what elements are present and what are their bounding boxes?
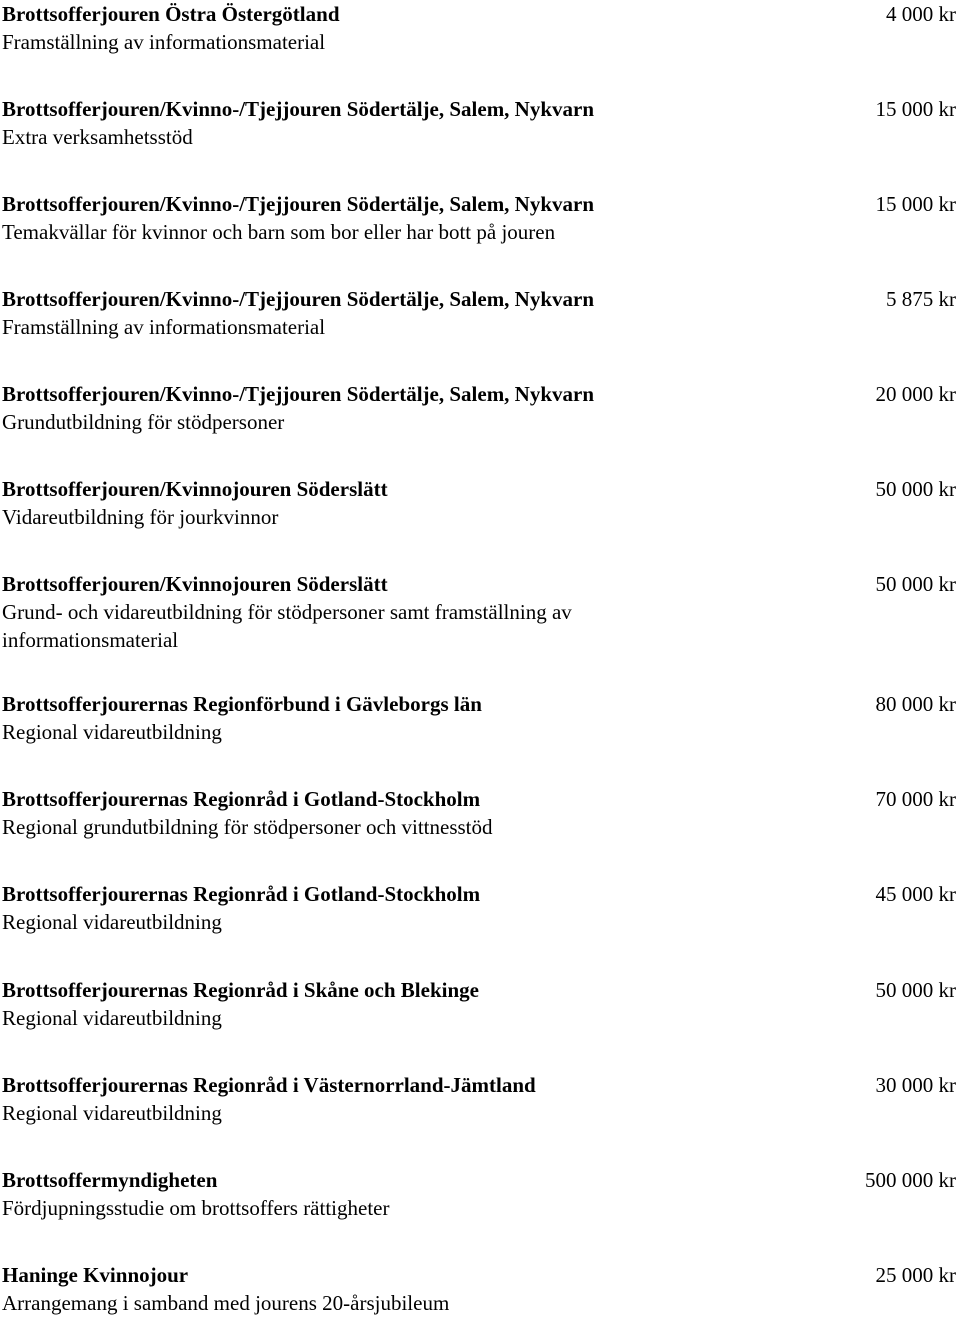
entry-text bbox=[2, 1261, 702, 1317]
entry-text bbox=[2, 570, 702, 654]
entry-text bbox=[2, 285, 702, 341]
entry-text bbox=[2, 880, 702, 936]
grant-entry bbox=[2, 190, 956, 246]
organization-name: Brottsofferjouren/Kvinno-/Tjejjouren Södertälje, Salem, Nykvarn bbox=[2, 192, 595, 216]
grant-purpose: Grund- och vidareutbildning för stödpersoner samt framställning av informationsmaterial bbox=[2, 600, 572, 652]
grant-entry bbox=[2, 976, 956, 1032]
organization-name: Brottsofferjouren/Kvinnojouren Söderslätt bbox=[2, 477, 388, 501]
entry-text bbox=[2, 475, 702, 531]
entry-text bbox=[2, 95, 702, 151]
organization-name: Brottsofferjouren/Kvinno-/Tjejjouren Södertälje, Salem, Nykvarn bbox=[2, 97, 595, 121]
grant-purpose: Extra verksamhetsstöd bbox=[2, 125, 193, 149]
organization-name: Brottsofferjourernas Regionförbund i Gävleborgs län bbox=[2, 692, 482, 716]
grant-entry bbox=[2, 0, 956, 56]
grant-amount: 50 000 kr bbox=[875, 477, 956, 501]
grant-amount: 50 000 kr bbox=[875, 572, 956, 596]
grant-amount: 70 000 kr bbox=[875, 787, 956, 811]
organization-name: Brottsofferjourernas Regionråd i Skåne och Blekinge bbox=[2, 978, 479, 1002]
grant-amount: 30 000 kr bbox=[875, 1073, 956, 1097]
grant-purpose: Framställning av informationsmaterial bbox=[2, 315, 326, 339]
grant-amount: 500 000 kr bbox=[865, 1168, 956, 1192]
grant-entry bbox=[2, 475, 956, 531]
grant-entry bbox=[2, 880, 956, 936]
grant-purpose: Temakvällar för kvinnor och barn som bor eller har bott på jouren bbox=[2, 220, 556, 244]
organization-name: Brottsoffermyndigheten bbox=[2, 1168, 218, 1192]
grant-purpose: Regional vidareutbildning bbox=[2, 720, 222, 744]
grant-entry bbox=[2, 95, 956, 151]
grant-entry bbox=[2, 285, 956, 341]
grant-amount: 25 000 kr bbox=[875, 1263, 956, 1287]
entry-text bbox=[2, 1071, 702, 1127]
grant-amount: 50 000 kr bbox=[875, 978, 956, 1002]
entry-text bbox=[2, 380, 702, 436]
organization-name: Brottsofferjouren/Kvinno-/Tjejjouren Södertälje, Salem, Nykvarn bbox=[2, 382, 595, 406]
entry-text bbox=[2, 1166, 702, 1222]
grant-amount: 15 000 kr bbox=[875, 192, 956, 216]
grant-purpose: Regional grundutbildning för stödpersoner och vittnesstöd bbox=[2, 815, 493, 839]
entry-text bbox=[2, 690, 702, 746]
grant-entry bbox=[2, 690, 956, 746]
grant-amount: 20 000 kr bbox=[875, 382, 956, 406]
entry-text bbox=[2, 190, 702, 246]
grant-purpose: Framställning av informationsmaterial bbox=[2, 30, 326, 54]
grant-entry bbox=[2, 1261, 956, 1317]
grant-purpose: Regional vidareutbildning bbox=[2, 1006, 222, 1030]
grant-amount: 4 000 kr bbox=[886, 2, 956, 26]
grant-purpose: Fördjupningsstudie om brottsoffers rättigheter bbox=[2, 1196, 390, 1220]
organization-name: Haninge Kvinnojour bbox=[2, 1263, 189, 1287]
grant-amount: 5 875 kr bbox=[886, 287, 956, 311]
entry-text bbox=[2, 785, 702, 841]
organization-name: Brottsofferjourernas Regionråd i Västernorrland-Jämtland bbox=[2, 1073, 536, 1097]
grant-purpose: Regional vidareutbildning bbox=[2, 1101, 222, 1125]
organization-name: Brottsofferjourernas Regionråd i Gotland-Stockholm bbox=[2, 882, 481, 906]
organization-name: Brottsofferjouren/Kvinnojouren Söderslätt bbox=[2, 572, 388, 596]
entry-text bbox=[2, 0, 702, 56]
organization-name: Brottsofferjouren Östra Östergötland bbox=[2, 2, 340, 26]
grant-amount: 15 000 kr bbox=[875, 97, 956, 121]
grant-entry bbox=[2, 785, 956, 841]
grant-entry bbox=[2, 1166, 956, 1222]
grant-purpose: Vidareutbildning för jourkvinnor bbox=[2, 505, 279, 529]
grant-entry bbox=[2, 380, 956, 436]
grant-entry bbox=[2, 570, 956, 654]
entry-text bbox=[2, 976, 702, 1032]
grant-amount: 45 000 kr bbox=[875, 882, 956, 906]
grant-purpose: Arrangemang i samband med jourens 20-årsjubileum bbox=[2, 1291, 450, 1315]
grant-entry bbox=[2, 1071, 956, 1127]
organization-name: Brottsofferjourernas Regionråd i Gotland-Stockholm bbox=[2, 787, 481, 811]
grant-amount: 80 000 kr bbox=[875, 692, 956, 716]
organization-name: Brottsofferjouren/Kvinno-/Tjejjouren Södertälje, Salem, Nykvarn bbox=[2, 287, 595, 311]
grant-purpose: Regional vidareutbildning bbox=[2, 910, 222, 934]
grant-purpose: Grundutbildning för stödpersoner bbox=[2, 410, 285, 434]
